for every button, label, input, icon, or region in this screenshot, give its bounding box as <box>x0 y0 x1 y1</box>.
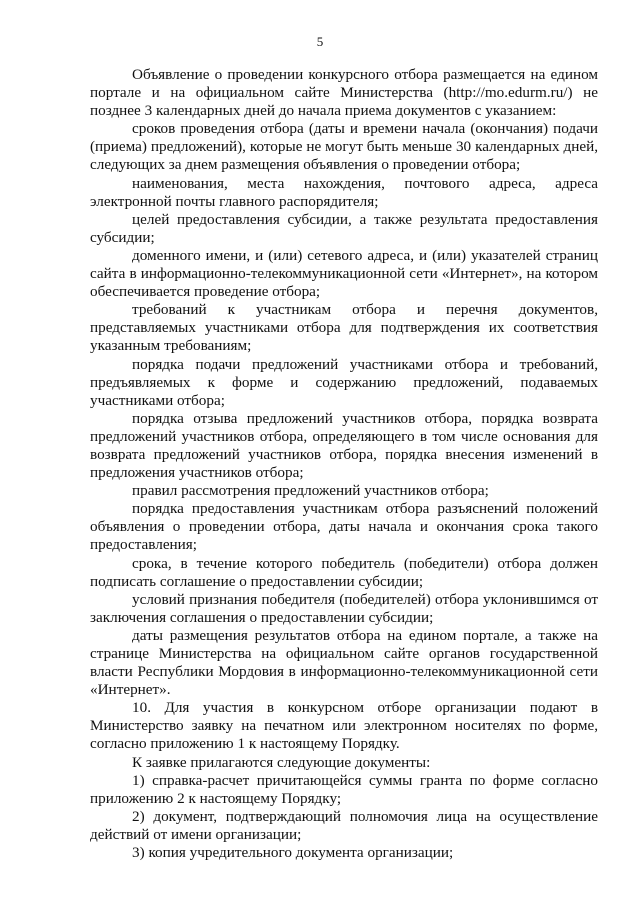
paragraph-submission-order: порядка подачи предложений участниками отбора и требований, предъявляемых к форме и содержанию предложений, подаваемых участниками отбора; <box>90 355 598 409</box>
paragraph-section-10: 10. Для участия в конкурсном отборе организации подают в Министерство заявку на печатном или электронном носителях по форме, согласно приложению 1 к настоящему Порядку. <box>90 699 598 753</box>
paragraph-name-address: наименования, места нахождения, почтового адреса, адреса электронной почты главного распорядителя; <box>90 174 598 210</box>
paragraph-signing-term: срока, в течение которого победитель (победители) отбора должен подписать соглашение о предоставлении субсидии; <box>90 554 598 590</box>
paragraph-evasion-conditions: условий признания победителя (победителей) отбора уклонившимся от заключения соглашения о предоставлении субсидии; <box>90 590 598 626</box>
paragraph-requirements: требований к участникам отбора и перечня документов, представляемых участниками отбора для подтверждения их соответствия указанным требованиям; <box>90 301 598 355</box>
paragraph-goals: целей предоставления субсидии, а также результата предоставления субсидии; <box>90 210 598 246</box>
paragraph-deadlines: сроков проведения отбора (даты и времени начала (окончания) подачи (приема) предложений), которые не могут быть меньше 30 календарных дней, следующих за днем размещения объявления о проведении отбора; <box>90 120 598 174</box>
list-item-1: 1) справка-расчет причитающейся суммы гранта по форме согласно приложению 2 к настоящему Порядку; <box>90 771 598 807</box>
paragraph-announcement: Объявление о проведении конкурсного отбора размещается на едином портале и на официальном сайте Министерства (http://mo.edurm.ru/) не позднее 3 календарных дней до начала приема документов с указанием: <box>90 66 598 120</box>
page-number: 5 <box>316 34 324 49</box>
paragraph-results-publication: даты размещения результатов отбора на едином портале, а также на странице Министерства на официальном сайте органов государственной власти Республики Мордовия в информационно-телекоммуникационной сети «Интернет». <box>90 626 598 699</box>
paragraph-review-rules: правил рассмотрения предложений участников отбора; <box>132 482 489 500</box>
paragraph-withdrawal-order: порядка отзыва предложений участников отбора, порядка возврата предложений участников отбора, определяющего в том числе основания для возврата предложений участников отбора, порядка внесения изменений в предложения участников отбора; <box>90 409 598 482</box>
list-item-2: 2) документ, подтверждающий полномочия лица на осуществление действий от имени организации; <box>90 807 598 843</box>
document-body <box>90 66 598 862</box>
paragraph-clarifications: порядка предоставления участникам отбора разъяснений положений объявления о проведении отбора, даты начала и окончания срока такого предоставления; <box>90 500 598 554</box>
paragraph-attached-documents: К заявке прилагаются следующие документы: <box>132 753 431 771</box>
list-item-3: 3) копия учредительного документа организации; <box>132 844 454 862</box>
paragraph-domain-name: доменного имени, и (или) сетевого адреса, и (или) указателей страниц сайта в информационно-телекоммуникационной сети «Интернет», на котором обеспечивается проведение отбора; <box>90 246 598 301</box>
